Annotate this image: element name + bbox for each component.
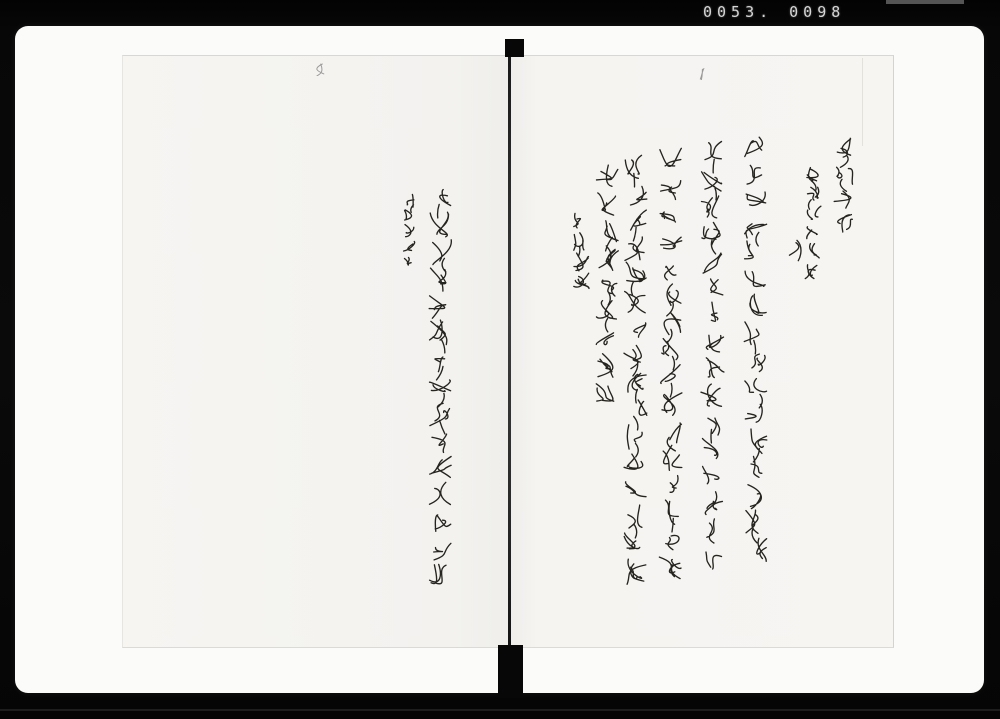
calligraphy-strokes bbox=[656, 146, 687, 586]
book-gutter bbox=[508, 55, 511, 646]
handwriting-column-body-5 bbox=[593, 162, 624, 422]
calligraphy-strokes bbox=[741, 130, 772, 582]
calligraphy-strokes bbox=[802, 165, 826, 285]
handwriting-section-label bbox=[785, 238, 809, 262]
calligraphy-strokes bbox=[694, 66, 710, 80]
pencil-note-left-page bbox=[311, 62, 329, 76]
calligraphy-strokes bbox=[621, 152, 652, 590]
film-bottom-line bbox=[0, 709, 1000, 711]
handwriting-column-date bbox=[802, 165, 826, 285]
open-book-spread bbox=[122, 55, 893, 646]
calligraphy-strokes bbox=[831, 136, 859, 236]
handwriting-column-title bbox=[831, 136, 859, 236]
frame-counter-left: 0053. bbox=[703, 3, 774, 21]
underlying-page-edge bbox=[862, 58, 863, 146]
handwriting-column-left-small bbox=[400, 192, 420, 280]
frame-counter-right: 0098 bbox=[789, 3, 846, 21]
calligraphy-strokes bbox=[426, 183, 457, 588]
calligraphy-strokes bbox=[570, 210, 594, 305]
calligraphy-strokes bbox=[593, 162, 624, 422]
binding-clamp-top bbox=[505, 39, 524, 57]
frame-counter-stamp bbox=[703, 3, 845, 21]
handwriting-column-body-3 bbox=[656, 146, 687, 586]
handwriting-column-left-main bbox=[426, 183, 457, 588]
handwriting-column-body-4 bbox=[621, 152, 652, 590]
calligraphy-strokes bbox=[311, 62, 329, 76]
calligraphy-strokes bbox=[400, 192, 420, 280]
calligraphy-strokes bbox=[698, 138, 729, 578]
binding-clamp-bottom bbox=[498, 645, 523, 698]
handwriting-column-body-1 bbox=[741, 130, 772, 582]
pencil-note-right-page bbox=[694, 66, 710, 80]
calligraphy-strokes bbox=[785, 238, 809, 262]
handwriting-column-end-date bbox=[570, 210, 594, 305]
film-edge-strip bbox=[886, 0, 964, 4]
handwriting-column-body-2 bbox=[698, 138, 729, 578]
